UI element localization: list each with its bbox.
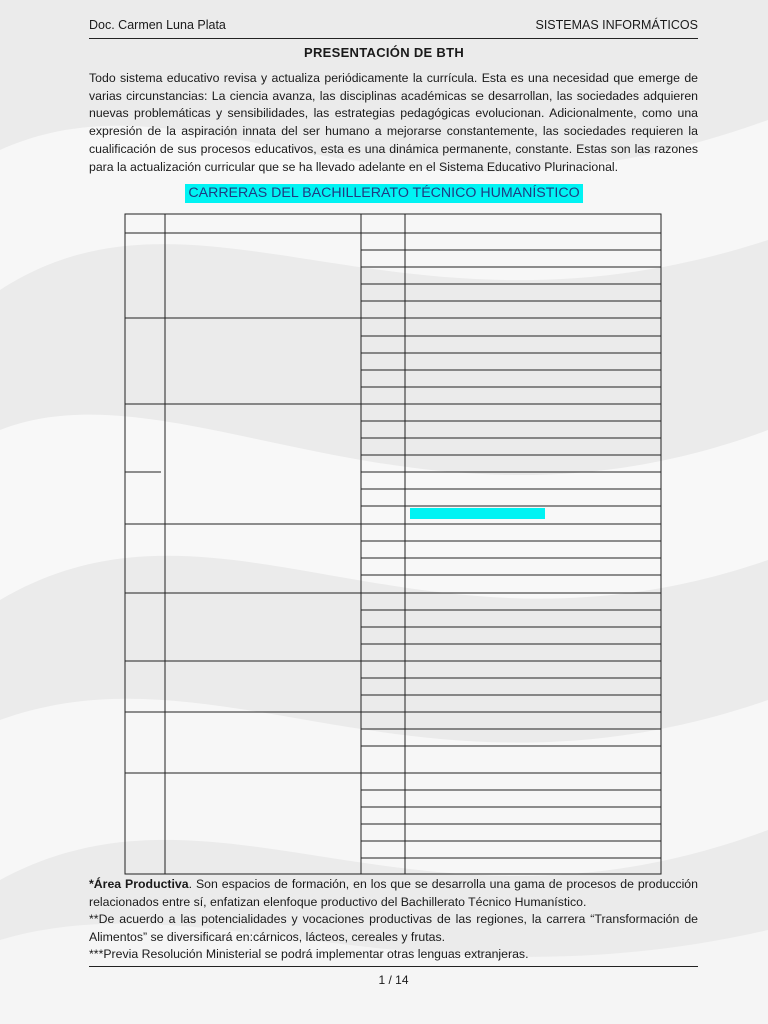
intro-paragraph: Todo sistema educativo revisa y actualiza periódicamente la currícula. Esta es una necesidad que emerge de varias circunstancias: La ciencia avanza, las disciplinas académicas se desarrollan, las sociedades adquieren nuevas problemáticas y sensibilidades, las estrategias pedagógicas evolucionan. Adicionalmente, como una expresión de la aspiración innata del ser humano a mejorarse constantemente, las sociedades requieren la cualificación de sus procesos educativos, esta es una dinámica permanente, constante. Estas son las razones para la actualización curricular que se ha llevado adelante en el Sistema Educativo Plurinacional. (89, 71, 698, 174)
footnote-transformacion: **De acuerdo a las potencialidades y vocaciones productivas de las regiones, la carrera “Transformación de Alimentos” se diversificará en:cárnicos, lácteos, cereales y frutas. (89, 912, 698, 944)
header-author: Doc. Carmen Luna Plata (89, 18, 226, 32)
footnote-text: . Son espacios de formación, en los que se desarrolla una gama de procesos de producción relacionados entre sí, enfatizan elenfoque productivo del Bachillerato Técnico Humanístico. (89, 877, 698, 909)
page-number: 1 / 14 (378, 973, 409, 987)
row-lines (361, 250, 661, 858)
footnote-area-productiva (89, 876, 698, 911)
table-border (125, 214, 661, 874)
footnote-lenguas: ***Previa Resolución Ministerial se podrá implementar otras lenguas extranjeras. (89, 947, 529, 961)
page-footer (89, 966, 698, 987)
section-heading: CARRERAS DEL BACHILLERATO TÉCNICO HUMANÍSTICO (185, 184, 582, 203)
footnote-term: *Área Productiva (89, 877, 189, 891)
document-title: PRESENTACIÓN DE BTH (303, 45, 465, 60)
highlighted-cell (410, 508, 545, 519)
header-subject: SISTEMAS INFORMÁTICOS (535, 18, 698, 32)
footnotes (89, 876, 698, 964)
